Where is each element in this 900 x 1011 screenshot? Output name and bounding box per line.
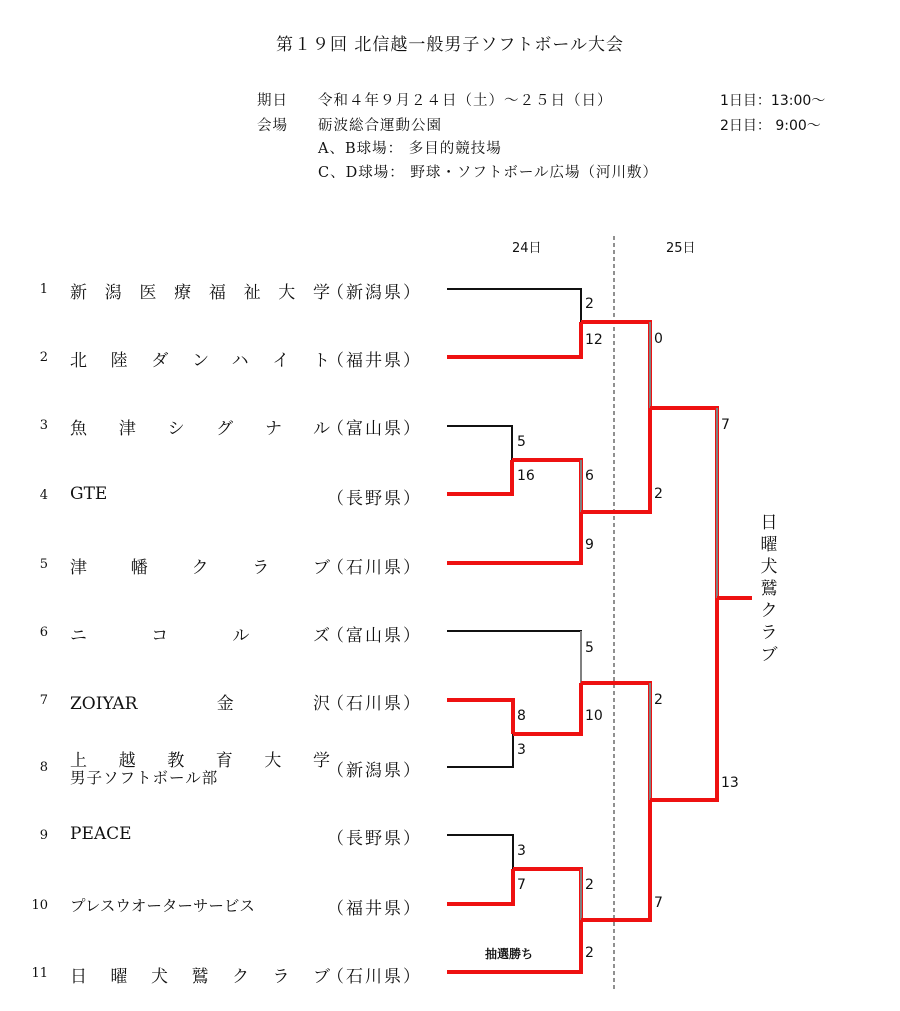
score-qf1-bottom: 2 [654,486,663,502]
score-qf1-top: 0 [654,331,663,347]
bracket-line-team6 [447,631,581,683]
time-day2: 2日目： 9:00～ [720,118,821,134]
team-prefecture: （石川県） [327,558,422,578]
team-prefecture: （福井県） [327,351,422,371]
team-prefecture: （石川県） [327,694,422,714]
bracket-line-qf1-winner [650,408,717,598]
team-number: 4 [39,488,48,503]
team-name: 上越教育大学 [70,751,330,771]
page-title: 第１９回 北信越一般男子ソフトボール大会 [275,35,625,55]
team-number: 3 [39,418,48,433]
lottery-win-note: 抽選勝ち [485,947,534,961]
team-name: プレスウオーターサービス [70,897,255,915]
team-number: 1 [39,282,48,297]
team-prefecture: （長野県） [327,489,422,509]
team-number: 8 [39,760,48,775]
bracket-line-m5-winner [581,683,650,800]
bracket-line-team9 [447,835,513,869]
team-name: GTE [70,484,108,504]
team-name: 日曜犬鷲クラブ [70,967,330,987]
bracket-line-team7 [447,700,513,734]
team-name: ZOIYAR金沢 [70,694,330,714]
score-qf2-bottom: 7 [654,895,663,911]
date-label: 期日 [257,93,288,109]
bracket-line-team1 [447,289,581,322]
team-number: 9 [39,828,48,843]
date-value: 令和４年９月２４日（土）～２５日（日） [318,93,613,109]
team-name: PEACE [70,824,132,844]
team-name-line2: 男子ソフトボール部 [70,769,219,787]
score-m6-top: 3 [517,843,526,859]
bracket-line-team4 [447,460,512,494]
team-prefecture: （福井県） [327,899,422,919]
score-final-bottom: 13 [721,775,739,791]
score-m3-top: 6 [585,468,594,484]
bracket-line-m7-winner [581,800,650,920]
score-m5-bottom: 10 [585,708,603,724]
score-m2-top: 5 [517,434,526,450]
team-number: 7 [39,693,48,708]
score-m6-bottom: 7 [517,877,526,893]
score-m5-top: 5 [585,640,594,656]
bracket-line-team3 [447,426,512,460]
team-number: 10 [31,898,48,913]
venue-label: 会場 [257,118,288,134]
bracket-line-team2 [447,322,581,357]
bracket-line-team5 [447,512,581,563]
score-qf2-top: 2 [654,692,663,708]
team-number: 11 [31,966,48,981]
score-final-top: 7 [721,417,730,433]
team-name: 新潟医療福祉大学 [70,283,330,303]
score-m7-bottom: 2 [585,945,594,961]
team-prefecture: （長野県） [327,829,422,849]
team-number: 6 [39,625,48,640]
team-prefecture: （新潟県） [327,283,422,303]
score-m4-bottom: 3 [517,742,526,758]
bracket-line-team8 [447,734,513,767]
team-name: 津幡クラブ [70,558,330,578]
bracket-line-m3-winner [581,408,650,512]
champion-name: 日曜犬鷲クラブ [760,513,778,665]
day2-label: 25日 [666,241,696,256]
team-name: ニコルズ [70,626,330,646]
score-m3-bottom: 9 [585,537,594,553]
team-prefecture: （新潟県） [327,761,422,781]
team-number: 2 [39,350,48,365]
time-day1: 1日目：13:00～ [720,93,826,109]
team-number: 5 [39,557,48,572]
team-prefecture: （石川県） [327,967,422,987]
day1-label: 24日 [512,241,542,256]
venue-value: 砺波総合運動公園 [318,118,442,134]
bracket-line-team10 [447,869,513,904]
field-ab: A、B球場： 多目的競技場 [318,141,502,157]
team-prefecture: （富山県） [327,626,422,646]
score-m1-bottom: 12 [585,332,603,348]
score-m7-top: 2 [585,877,594,893]
team-name: 魚津シグナル [70,419,330,439]
score-m4-top: 8 [517,708,526,724]
score-m2-bottom: 16 [517,468,535,484]
team-name: 北陸ダンハイト [70,351,330,371]
team-prefecture: （富山県） [327,419,422,439]
field-cd: C、D球場： 野球・ソフトボール広場（河川敷） [318,165,659,181]
score-m1-top: 2 [585,296,594,312]
